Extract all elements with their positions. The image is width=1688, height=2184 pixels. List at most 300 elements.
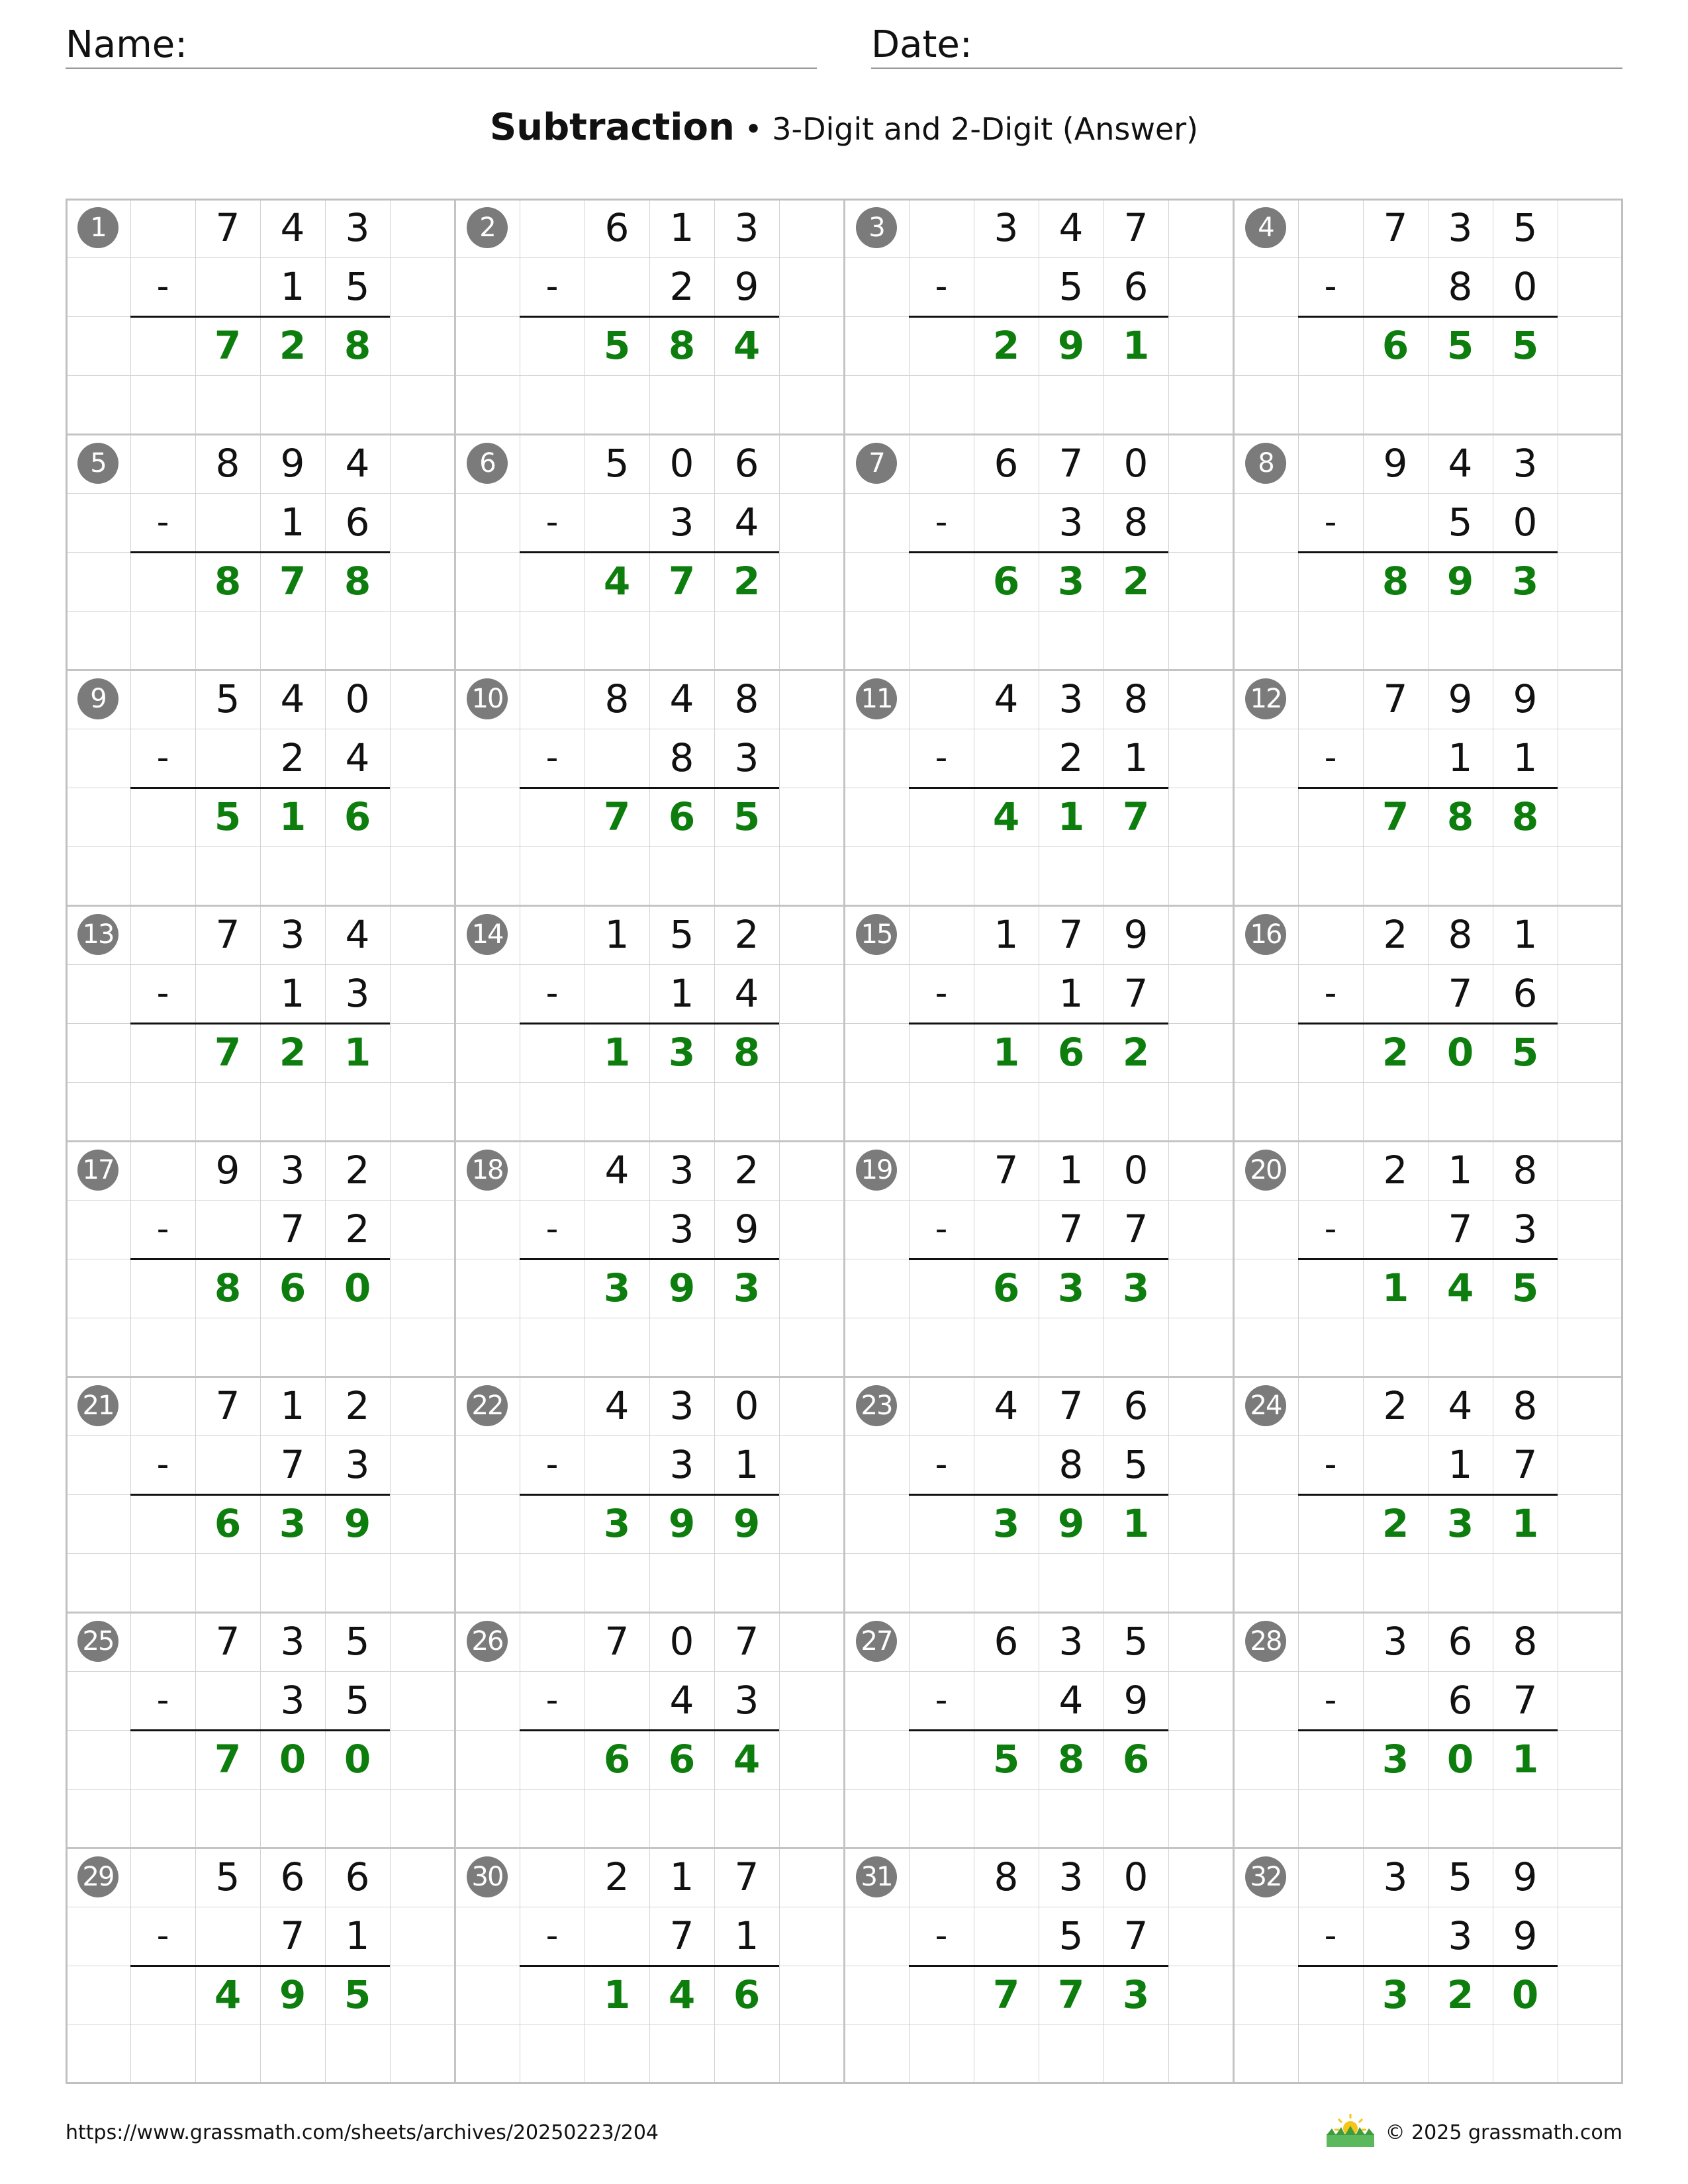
problem-number-badge: 25 — [77, 1621, 118, 1662]
minus-sign: - — [545, 1916, 559, 1956]
problem-number-badge: 31 — [856, 1856, 897, 1897]
answer-digit: 3 — [992, 1501, 1020, 1546]
minus-sign: - — [545, 738, 559, 778]
minuend-digit: 0 — [734, 1383, 759, 1428]
answer-digit: 6 — [1382, 323, 1409, 368]
minus-sign: - — [545, 974, 559, 1013]
problem-number-badge: 11 — [856, 678, 897, 719]
subtrahend-digit: 8 — [1448, 264, 1473, 309]
minuend-digit: 8 — [1123, 676, 1149, 721]
minuend-digit: 6 — [1448, 1619, 1473, 1664]
minuend-digit: 4 — [280, 205, 305, 250]
minuend-digit: 3 — [669, 1383, 694, 1428]
minuend-digit: 7 — [215, 912, 240, 957]
subtrahend-digit: 6 — [1513, 971, 1538, 1016]
subtrahend-digit: 5 — [1123, 1442, 1149, 1487]
minuend-digit: 3 — [1058, 1619, 1084, 1664]
problem-number-badge: 8 — [1245, 443, 1286, 484]
answer-digit: 5 — [344, 1972, 371, 2017]
answer-digit: 1 — [1511, 1737, 1539, 1782]
minuend-digit: 2 — [1383, 1148, 1408, 1193]
answer-digit: 8 — [344, 323, 371, 368]
answer-digit: 4 — [214, 1972, 242, 2017]
answer-digit: 9 — [1446, 559, 1474, 604]
minuend-digit: 6 — [734, 441, 759, 486]
problem-number-badge: 19 — [856, 1150, 897, 1191]
minus-sign: - — [935, 738, 948, 778]
problem-number-badge: 21 — [77, 1385, 118, 1426]
minuend-digit: 7 — [1383, 676, 1408, 721]
answer-digit: 3 — [1511, 559, 1539, 604]
answer-digit: 1 — [344, 1030, 371, 1075]
answer-digit: 1 — [1122, 1501, 1150, 1546]
answer-digit: 4 — [1446, 1265, 1474, 1310]
minuend-digit: 4 — [1058, 205, 1084, 250]
minuend-digit: 9 — [1513, 1854, 1538, 1899]
subtrahend-digit: 3 — [1058, 500, 1084, 545]
minus-sign: - — [156, 738, 169, 778]
answer-digit: 9 — [344, 1501, 371, 1546]
minuend-digit: 1 — [604, 912, 630, 957]
subtrahend-digit: 7 — [1058, 1206, 1084, 1251]
minus-sign: - — [1324, 1916, 1337, 1956]
minuend-digit: 7 — [1058, 1383, 1084, 1428]
minuend-digit: 4 — [1448, 1383, 1473, 1428]
minuend-digit: 9 — [1513, 676, 1538, 721]
answer-digit: 6 — [1057, 1030, 1085, 1075]
subtrahend-digit: 2 — [669, 264, 694, 309]
subtrahend-digit: 6 — [1123, 264, 1149, 309]
answer-digit: 7 — [214, 1030, 242, 1075]
problem-number-badge: 26 — [467, 1621, 508, 1662]
answer-digit: 5 — [1511, 1265, 1539, 1310]
minuend-digit: 6 — [345, 1854, 370, 1899]
minus-sign: - — [156, 1916, 169, 1956]
minuend-digit: 7 — [734, 1619, 759, 1664]
problem-number-badge: 9 — [77, 678, 118, 719]
subtrahend-digit: 1 — [280, 500, 305, 545]
subtrahend-digit: 1 — [280, 264, 305, 309]
subtrahend-digit: 7 — [1513, 1678, 1538, 1723]
answer-digit: 5 — [992, 1737, 1020, 1782]
minuend-digit: 2 — [345, 1148, 370, 1193]
answer-digit: 7 — [1382, 794, 1409, 839]
minuend-digit: 7 — [734, 1854, 759, 1899]
answer-digit: 3 — [1446, 1501, 1474, 1546]
answer-digit: 1 — [603, 1972, 631, 2017]
subtrahend-digit: 3 — [345, 971, 370, 1016]
answer-digit: 6 — [733, 1972, 761, 2017]
answer-digit: 0 — [1446, 1737, 1474, 1782]
minuend-digit: 7 — [1123, 205, 1149, 250]
answer-digit: 9 — [668, 1501, 696, 1546]
name-field[interactable] — [66, 23, 817, 69]
answer-digit: 9 — [733, 1501, 761, 1546]
minuend-digit: 4 — [994, 1383, 1019, 1428]
answer-digit: 3 — [1382, 1737, 1409, 1782]
minuend-digit: 4 — [669, 676, 694, 721]
subtrahend-digit: 5 — [1058, 264, 1084, 309]
subtrahend-digit: 3 — [280, 1678, 305, 1723]
answer-digit: 2 — [733, 559, 761, 604]
subtrahend-digit: 3 — [669, 1206, 694, 1251]
answer-digit: 0 — [1446, 1030, 1474, 1075]
minuend-digit: 7 — [1383, 205, 1408, 250]
answer-digit: 2 — [992, 323, 1020, 368]
minus-sign: - — [935, 267, 948, 306]
minus-sign: - — [1324, 974, 1337, 1013]
minuend-digit: 4 — [280, 676, 305, 721]
name-label: Name: — [66, 23, 188, 66]
minuend-digit: 3 — [1383, 1854, 1408, 1899]
answer-digit: 3 — [733, 1265, 761, 1310]
minus-sign: - — [156, 974, 169, 1013]
answer-digit: 5 — [733, 794, 761, 839]
subtrahend-digit: 5 — [1448, 500, 1473, 545]
problem-number-badge: 17 — [77, 1150, 118, 1191]
minuend-digit: 9 — [280, 441, 305, 486]
minus-sign: - — [1324, 1209, 1337, 1249]
minuend-digit: 4 — [1448, 441, 1473, 486]
subtrahend-digit: 5 — [1058, 1913, 1084, 1958]
answer-digit: 2 — [279, 323, 306, 368]
answer-digit: 6 — [992, 1265, 1020, 1310]
problem-number-badge: 5 — [77, 443, 118, 484]
minuend-digit: 2 — [734, 1148, 759, 1193]
problem-number-badge: 14 — [467, 914, 508, 955]
answer-digit: 7 — [992, 1972, 1020, 2017]
answer-digit: 3 — [1122, 1972, 1150, 2017]
minus-sign: - — [935, 1680, 948, 1720]
minuend-digit: 0 — [669, 441, 694, 486]
minuend-digit: 0 — [345, 676, 370, 721]
minuend-digit: 3 — [994, 205, 1019, 250]
answer-digit: 7 — [668, 559, 696, 604]
problem-number-badge: 32 — [1245, 1856, 1286, 1897]
answer-digit: 1 — [279, 794, 306, 839]
answer-digit: 7 — [603, 794, 631, 839]
answer-digit: 6 — [344, 794, 371, 839]
minuend-digit: 2 — [1383, 1383, 1408, 1428]
subtrahend-digit: 3 — [669, 1442, 694, 1487]
subtrahend-digit: 0 — [1513, 264, 1538, 309]
subtrahend-digit: 2 — [345, 1206, 370, 1251]
minuend-digit: 1 — [1448, 1148, 1473, 1193]
answer-digit: 7 — [279, 559, 306, 604]
minus-sign: - — [935, 502, 948, 542]
answer-digit: 2 — [1382, 1501, 1409, 1546]
minuend-digit: 3 — [280, 1148, 305, 1193]
minus-sign: - — [156, 267, 169, 306]
answer-digit: 7 — [214, 1737, 242, 1782]
answer-digit: 0 — [1511, 1972, 1539, 2017]
minuend-digit: 9 — [1383, 441, 1408, 486]
title-subtitle: • 3-Digit and 2-Digit (Answer) — [734, 111, 1199, 147]
minuend-digit: 8 — [604, 676, 630, 721]
minuend-digit: 6 — [604, 205, 630, 250]
answer-digit: 6 — [1122, 1737, 1150, 1782]
subtrahend-digit: 1 — [280, 971, 305, 1016]
minuend-digit: 3 — [1383, 1619, 1408, 1664]
minus-sign: - — [935, 1445, 948, 1484]
subtrahend-digit: 8 — [1058, 1442, 1084, 1487]
minuend-digit: 7 — [604, 1619, 630, 1664]
subtrahend-digit: 5 — [345, 264, 370, 309]
problem-number-badge: 4 — [1245, 207, 1286, 248]
answer-digit: 3 — [1122, 1265, 1150, 1310]
minuend-digit: 4 — [345, 912, 370, 957]
subtrahend-digit: 3 — [345, 1442, 370, 1487]
answer-digit: 1 — [603, 1030, 631, 1075]
subtrahend-digit: 9 — [1123, 1678, 1149, 1723]
answer-digit: 3 — [603, 1265, 631, 1310]
minuend-digit: 8 — [734, 676, 759, 721]
problem-number-badge: 10 — [467, 678, 508, 719]
subtrahend-digit: 3 — [734, 1678, 759, 1723]
minus-sign: - — [1324, 738, 1337, 778]
footer-url[interactable]: https://www.grassmath.com/sheets/archives/20250223/204 — [66, 2121, 659, 2144]
answer-digit: 3 — [1057, 1265, 1085, 1310]
minuend-digit: 3 — [1513, 441, 1538, 486]
answer-digit: 9 — [279, 1972, 306, 2017]
problem-number-badge: 6 — [467, 443, 508, 484]
minuend-digit: 3 — [669, 1148, 694, 1193]
problem-number-badge: 30 — [467, 1856, 508, 1897]
minuend-digit: 9 — [1123, 912, 1149, 957]
minuend-digit: 7 — [1058, 912, 1084, 957]
answer-digit: 4 — [992, 794, 1020, 839]
problem-number-badge: 27 — [856, 1621, 897, 1662]
subtrahend-digit: 5 — [345, 1678, 370, 1723]
minuend-digit: 3 — [280, 912, 305, 957]
minuend-digit: 5 — [1448, 1854, 1473, 1899]
minuend-digit: 3 — [345, 205, 370, 250]
minuend-digit: 3 — [1448, 205, 1473, 250]
answer-digit: 8 — [1382, 559, 1409, 604]
minuend-digit: 5 — [215, 1854, 240, 1899]
subtrahend-digit: 1 — [1448, 735, 1473, 780]
answer-digit: 4 — [733, 1737, 761, 1782]
minuend-digit: 1 — [280, 1383, 305, 1428]
subtrahend-digit: 4 — [1058, 1678, 1084, 1723]
minuend-digit: 4 — [604, 1148, 630, 1193]
minuend-digit: 7 — [215, 1383, 240, 1428]
subtrahend-digit: 3 — [1448, 1913, 1473, 1958]
subtrahend-digit: 7 — [669, 1913, 694, 1958]
subtrahend-digit: 1 — [1058, 971, 1084, 1016]
subtrahend-digit: 1 — [1513, 735, 1538, 780]
page-title — [0, 106, 1688, 149]
answer-digit: 6 — [603, 1737, 631, 1782]
answer-digit: 8 — [214, 1265, 242, 1310]
subtrahend-digit: 1 — [669, 971, 694, 1016]
subtrahend-digit: 4 — [669, 1678, 694, 1723]
minuend-digit: 7 — [215, 205, 240, 250]
problem-number-badge: 16 — [1245, 914, 1286, 955]
answer-digit: 8 — [344, 559, 371, 604]
minuend-digit: 1 — [669, 1854, 694, 1899]
title-main: Subtraction — [489, 106, 735, 149]
subtrahend-digit: 7 — [280, 1206, 305, 1251]
problem-number-badge: 22 — [467, 1385, 508, 1426]
minus-sign: - — [545, 502, 559, 542]
minuend-digit: 7 — [1058, 441, 1084, 486]
answer-digit: 7 — [1122, 794, 1150, 839]
answer-digit: 4 — [733, 323, 761, 368]
subtrahend-digit: 6 — [1448, 1678, 1473, 1723]
answer-digit: 6 — [279, 1265, 306, 1310]
subtrahend-digit: 4 — [345, 735, 370, 780]
answer-digit: 1 — [1122, 323, 1150, 368]
subtrahend-digit: 4 — [734, 500, 759, 545]
subtrahend-digit: 3 — [669, 500, 694, 545]
subtrahend-digit: 8 — [669, 735, 694, 780]
problem-grid — [66, 199, 1622, 2083]
minus-sign: - — [935, 1916, 948, 1956]
answer-digit: 8 — [668, 323, 696, 368]
answer-digit: 5 — [1511, 1030, 1539, 1075]
answer-digit: 0 — [344, 1265, 371, 1310]
subtrahend-digit: 0 — [1513, 500, 1538, 545]
problem-number-badge: 28 — [1245, 1621, 1286, 1662]
answer-digit: 8 — [1446, 794, 1474, 839]
answer-digit: 1 — [1382, 1265, 1409, 1310]
answer-digit: 4 — [603, 559, 631, 604]
minuend-digit: 3 — [280, 1619, 305, 1664]
minus-sign: - — [545, 267, 559, 306]
answer-digit: 7 — [214, 323, 242, 368]
minuend-digit: 3 — [734, 205, 759, 250]
answer-digit: 3 — [1057, 559, 1085, 604]
subtrahend-digit: 7 — [1123, 971, 1149, 1016]
subtrahend-digit: 7 — [1448, 1206, 1473, 1251]
minus-sign: - — [545, 1209, 559, 1249]
subtrahend-digit: 9 — [734, 1206, 759, 1251]
minuend-digit: 1 — [1513, 912, 1538, 957]
minuend-digit: 4 — [604, 1383, 630, 1428]
subtrahend-digit: 7 — [280, 1442, 305, 1487]
minus-sign: - — [935, 1209, 948, 1249]
answer-digit: 6 — [992, 559, 1020, 604]
answer-digit: 0 — [344, 1737, 371, 1782]
minuend-digit: 5 — [669, 912, 694, 957]
answer-digit: 2 — [1446, 1972, 1474, 2017]
subtrahend-digit: 8 — [1123, 500, 1149, 545]
minuend-digit: 9 — [215, 1148, 240, 1193]
subtrahend-digit: 1 — [1448, 1442, 1473, 1487]
minuend-digit: 4 — [345, 441, 370, 486]
grid-frame — [66, 199, 1623, 2084]
minuend-digit: 7 — [994, 1148, 1019, 1193]
minuend-digit: 3 — [1058, 1854, 1084, 1899]
answer-digit: 5 — [603, 323, 631, 368]
problem-number-badge: 23 — [856, 1385, 897, 1426]
grass-sun-logo-icon — [1324, 2111, 1377, 2148]
subtrahend-digit: 1 — [1123, 735, 1149, 780]
answer-digit: 5 — [1511, 323, 1539, 368]
minuend-digit: 2 — [345, 1383, 370, 1428]
problem-number-badge: 2 — [467, 207, 508, 248]
problem-number-badge: 12 — [1245, 678, 1286, 719]
answer-digit: 2 — [279, 1030, 306, 1075]
subtrahend-digit: 1 — [734, 1442, 759, 1487]
minuend-digit: 6 — [994, 1619, 1019, 1664]
answer-digit: 8 — [1511, 794, 1539, 839]
minuend-digit: 1 — [994, 912, 1019, 957]
minuend-digit: 8 — [215, 441, 240, 486]
minuend-digit: 0 — [1123, 1148, 1149, 1193]
subtrahend-digit: 7 — [1513, 1442, 1538, 1487]
answer-digit: 8 — [733, 1030, 761, 1075]
minus-sign: - — [1324, 1680, 1337, 1720]
answer-digit: 5 — [214, 794, 242, 839]
answer-digit: 9 — [1057, 1501, 1085, 1546]
minus-sign: - — [156, 1680, 169, 1720]
answer-digit: 3 — [279, 1501, 306, 1546]
minus-sign: - — [1324, 267, 1337, 306]
minus-sign: - — [1324, 502, 1337, 542]
problem-number-badge: 20 — [1245, 1150, 1286, 1191]
answer-digit: 9 — [1057, 323, 1085, 368]
subtrahend-digit: 1 — [345, 1913, 370, 1958]
minus-sign: - — [156, 1445, 169, 1484]
minuend-digit: 2 — [604, 1854, 630, 1899]
problem-number-badge: 7 — [856, 443, 897, 484]
minuend-digit: 5 — [604, 441, 630, 486]
answer-digit: 4 — [668, 1972, 696, 2017]
minuend-digit: 5 — [1513, 205, 1538, 250]
subtrahend-digit: 3 — [734, 735, 759, 780]
date-field[interactable] — [871, 23, 1622, 69]
answer-digit: 1 — [1057, 794, 1085, 839]
problem-number-badge: 3 — [856, 207, 897, 248]
minuend-digit: 8 — [1513, 1148, 1538, 1193]
subtrahend-digit: 2 — [280, 735, 305, 780]
minuend-digit: 5 — [345, 1619, 370, 1664]
minuend-digit: 5 — [1123, 1619, 1149, 1664]
subtrahend-digit: 7 — [1123, 1206, 1149, 1251]
answer-digit: 0 — [279, 1737, 306, 1782]
problem-number-badge: 24 — [1245, 1385, 1286, 1426]
answer-digit: 8 — [214, 559, 242, 604]
problem-number-badge: 15 — [856, 914, 897, 955]
minuend-digit: 0 — [1123, 1854, 1149, 1899]
minuend-digit: 8 — [1448, 912, 1473, 957]
minuend-digit: 4 — [994, 676, 1019, 721]
minus-sign: - — [1324, 1445, 1337, 1484]
answer-digit: 1 — [992, 1030, 1020, 1075]
minuend-digit: 2 — [734, 912, 759, 957]
minuend-digit: 6 — [1123, 1383, 1149, 1428]
minuend-digit: 1 — [669, 205, 694, 250]
subtrahend-digit: 9 — [1513, 1913, 1538, 1958]
answer-digit: 6 — [668, 794, 696, 839]
subtrahend-digit: 7 — [1123, 1913, 1149, 1958]
answer-digit: 3 — [603, 1501, 631, 1546]
answer-digit: 2 — [1122, 1030, 1150, 1075]
subtrahend-digit: 3 — [1513, 1206, 1538, 1251]
minuend-digit: 3 — [1058, 676, 1084, 721]
subtrahend-digit: 6 — [345, 500, 370, 545]
answer-digit: 6 — [214, 1501, 242, 1546]
answer-digit: 7 — [1057, 1972, 1085, 2017]
answer-digit: 5 — [1446, 323, 1474, 368]
minuend-digit: 8 — [1513, 1383, 1538, 1428]
subtrahend-digit: 7 — [280, 1913, 305, 1958]
subtrahend-digit: 1 — [734, 1913, 759, 1958]
minuend-digit: 8 — [994, 1854, 1019, 1899]
answer-digit: 6 — [668, 1737, 696, 1782]
